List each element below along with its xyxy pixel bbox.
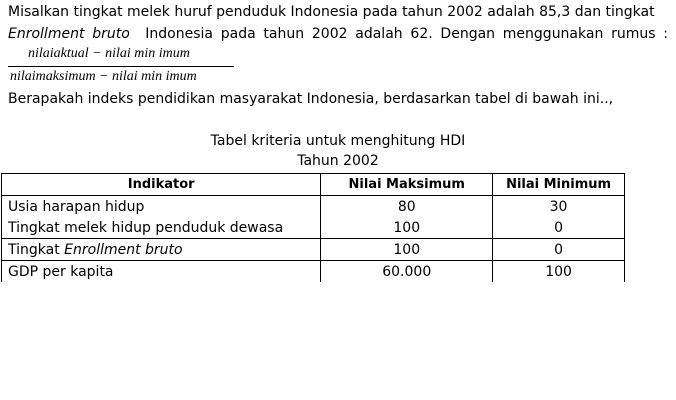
- cell-maksimum: 60.000: [321, 261, 493, 283]
- fraction-bar: [8, 66, 234, 67]
- cell-minimum: 0: [493, 239, 625, 261]
- cell-indikator: GDP per kapita: [2, 261, 321, 283]
- cell-indikator-prefix: Tingkat: [8, 241, 65, 258]
- cell-minimum: 100: [493, 261, 625, 283]
- table-title: Tabel kriteria untuk menghitung HDI: [210, 133, 466, 149]
- cell-indikator: [2, 239, 321, 261]
- table-row: [2, 196, 625, 218]
- cell-minimum: 0: [493, 217, 625, 239]
- problem-line-1: Misalkan tingkat melek huruf penduduk Indonesia pada tahun 2002 adalah 85,3 dan tingkat: [8, 4, 655, 20]
- table-header-row: [2, 174, 625, 196]
- header-nilai-minimum: Nilai Minimum: [493, 174, 625, 196]
- cell-maksimum: 80: [321, 196, 493, 218]
- table-row: [2, 261, 625, 283]
- cell-indikator-italic: Enrollment bruto: [64, 241, 183, 258]
- header-nilai-maksimum: Nilai Maksimum: [321, 174, 493, 196]
- cell-maksimum: 100: [321, 217, 493, 239]
- formula-numerator: nilaiaktual − nilai min imum: [28, 46, 190, 61]
- cell-indikator: Tingkat melek hidup penduduk dewasa: [2, 217, 321, 239]
- problem-line-2-rest: Indonesia pada tahun 2002 adalah 62. Dengan menggunakan rumus :: [145, 26, 668, 42]
- table-subtitle: Tahun 2002: [297, 153, 379, 169]
- header-indikator: Indikator: [2, 174, 321, 196]
- question-text: Berapakah indeks pendidikan masyarakat Indonesia, berdasarkan tabel di bawah ini..,: [8, 91, 614, 107]
- table-row: [2, 217, 625, 239]
- formula-denominator: nilaimaksimum − nilai min imum: [10, 69, 197, 84]
- cell-minimum: 30: [493, 196, 625, 218]
- table-row: [2, 239, 625, 261]
- problem-line-2: [8, 26, 668, 42]
- cell-indikator: Usia harapan hidup: [2, 196, 321, 218]
- cell-maksimum: 100: [321, 239, 493, 261]
- enrollment-bruto-term: Enrollment bruto: [8, 26, 130, 42]
- hdi-criteria-table: [1, 173, 625, 282]
